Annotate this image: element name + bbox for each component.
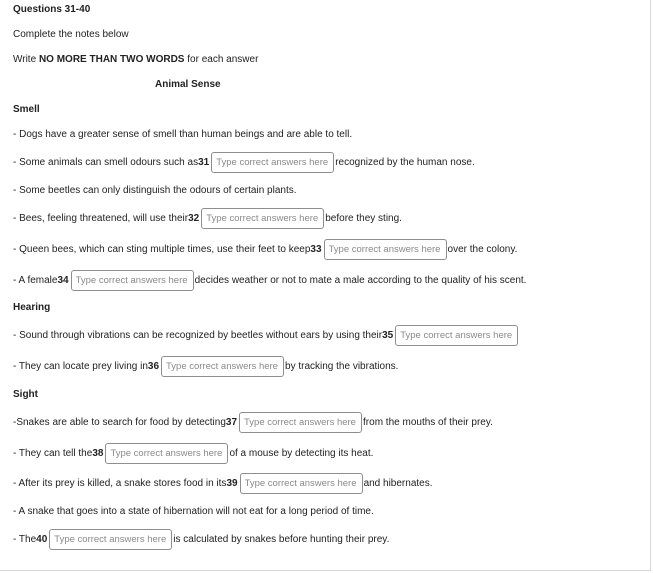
question-number-39: 39 xyxy=(226,477,238,489)
section-heading-smell: Smell xyxy=(13,104,40,115)
question-number-32: 32 xyxy=(188,212,200,224)
answer-input-40[interactable] xyxy=(49,529,172,550)
word-limit-emphasis: NO MORE THAN TWO WORDS xyxy=(38,54,185,65)
note-line-q34: - A female 34 Type correct answers here decides weather or not to mate a male according to the quality of his scent. xyxy=(13,270,526,291)
notes-title: Animal Sense xyxy=(155,79,221,90)
instruction-complete-notes: Complete the notes below xyxy=(13,29,129,40)
note-line-q37: -Snakes are able to search for food by detecting 37 Type correct answers here from the mouths of their prey. xyxy=(13,412,493,433)
answer-input-37[interactable] xyxy=(239,412,362,433)
question-number-40: 40 xyxy=(36,533,48,545)
question-number-38: 38 xyxy=(92,447,104,459)
note-line-dogs: - Dogs have a greater sense of smell than human beings and are able to tell. xyxy=(13,129,353,140)
note-line-q32: - Bees, feeling threatened, will use their 32 Type correct answers here before they sting. xyxy=(13,208,402,229)
note-line-hibernation: - A snake that goes into a state of hibernation will not eat for a long period of time. xyxy=(13,506,374,517)
answer-input-38[interactable] xyxy=(105,443,228,464)
note-line-q40: - The 40 Type correct answers here is calculated by snakes before hunting their prey. xyxy=(13,529,389,550)
note-line-q31: - Some animals can smell odours such as 31 Type correct answers here recognized by the human nose. xyxy=(13,152,475,173)
note-line-beetles: - Some beetles can only distinguish the odours of certain plants. xyxy=(13,185,297,196)
question-number-37: 37 xyxy=(225,416,238,428)
section-heading-sight: Sight xyxy=(13,389,38,400)
note-line-q39: - After its prey is killed, a snake stores food in its 39 Type correct answers here and hibernates. xyxy=(13,473,433,494)
question-number-33: 33 xyxy=(310,243,322,255)
answer-input-32[interactable] xyxy=(201,208,324,229)
answer-input-39[interactable] xyxy=(240,473,363,494)
note-line-q33: - Queen bees, which can sting multiple times, use their feet to keep 33 Type correct answers here over the colony. xyxy=(13,239,517,260)
question-number-34: 34 xyxy=(57,274,69,286)
note-line-q36: - They can locate prey living in 36 Type correct answers here by tracking the vibrations. xyxy=(13,356,398,377)
questions-range-heading: Questions 31-40 xyxy=(13,4,91,15)
answer-input-35[interactable] xyxy=(395,325,518,346)
note-line-q35: - Sound through vibrations can be recognized by beetles without ears by using their 35 Type correct answers here xyxy=(13,325,519,346)
answer-input-36[interactable] xyxy=(161,356,284,377)
answer-input-31[interactable] xyxy=(211,152,334,173)
instruction-word-limit: Write NO MORE THAN TWO WORDS for each answer xyxy=(13,54,259,65)
section-heading-hearing: Hearing xyxy=(13,302,51,313)
question-number-31: 31 xyxy=(198,156,210,168)
question-number-35: 35 xyxy=(382,329,394,341)
answer-input-34[interactable] xyxy=(71,270,194,291)
answer-input-33[interactable] xyxy=(324,239,447,260)
question-number-36: 36 xyxy=(147,360,160,372)
note-line-q38: - They can tell the 38 Type correct answers here of a mouse by detecting its heat. xyxy=(13,443,373,464)
